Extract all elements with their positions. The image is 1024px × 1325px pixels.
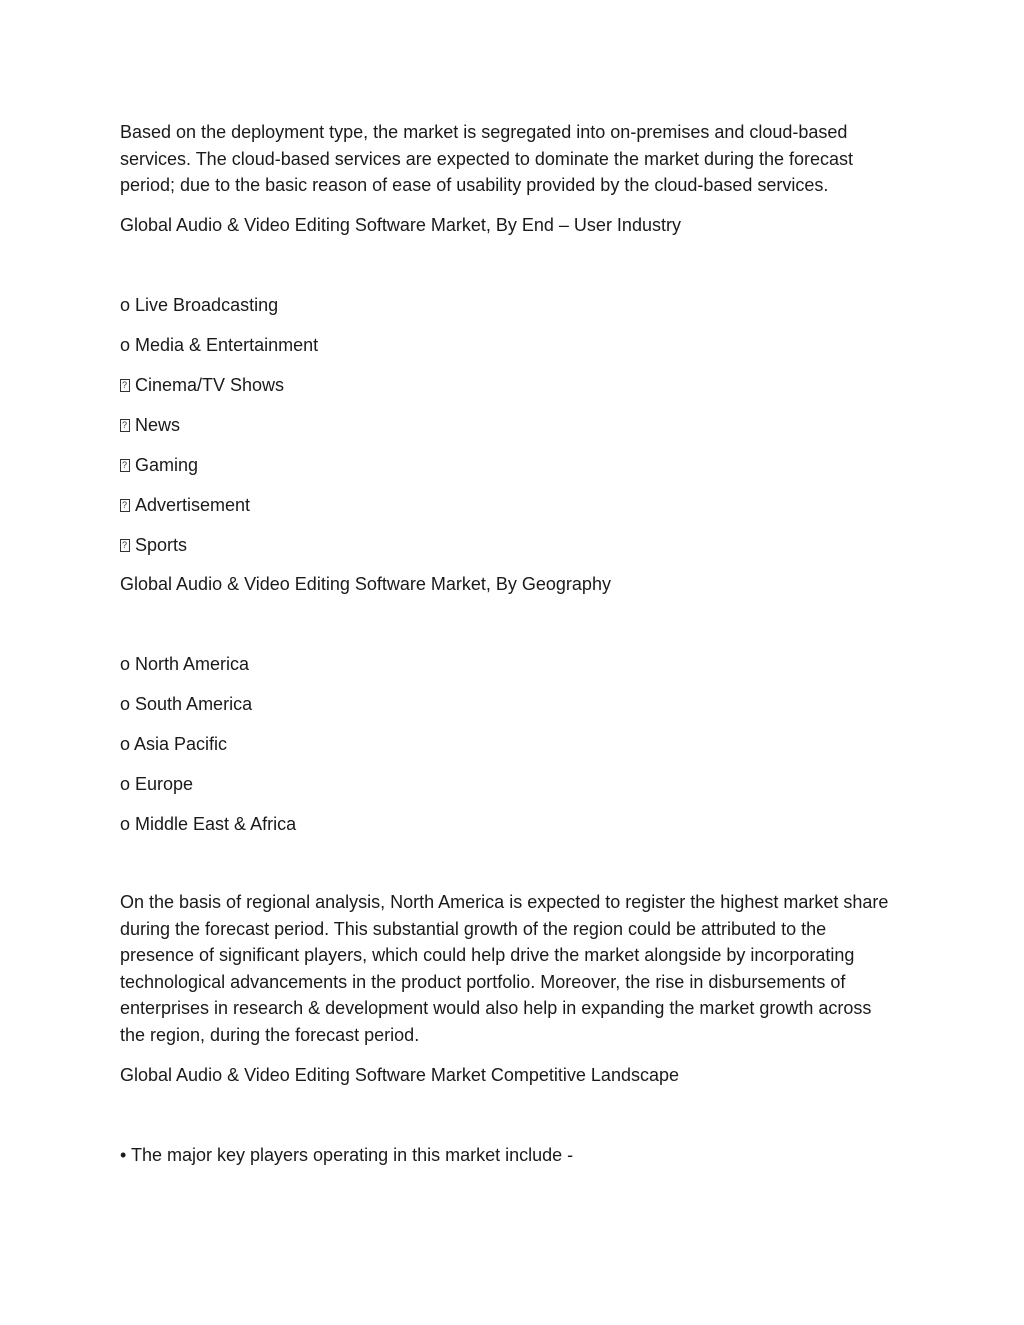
missing-glyph-icon [120,379,130,392]
list-item-south-america: o South America [120,694,253,714]
regional-paragraph: On the basis of regional analysis, North America is expected to register the highest market share during the forecast period. This substantial growth of the region could be attributed to the presence of significant players, which could help drive the market alongside by incorporating technological advancements in the product portfolio. Moreover, the rise in disbursements of enterprises in research & development would also help in expanding the market growth across the region, during the forecast period. [120,892,889,1045]
missing-glyph-icon [120,539,130,552]
sub-item-advertisement: ?Advertisement [120,493,250,517]
list-item-north-america: o North America [120,654,250,674]
sub-item-gaming: ?Gaming [120,453,198,477]
sub-item-news: ?News [120,413,180,437]
missing-glyph-icon [120,459,130,472]
list-item-live-broadcasting: o Live Broadcasting [120,295,279,315]
missing-glyph-icon [120,499,130,512]
deployment-paragraph: Based on the deployment type, the market is segregated into on-premises and cloud-based services. The cloud-based services are expected to dominate the market during the forecast period; due to the basic reason of ease of usability provided by the cloud-based services. [120,122,854,195]
competitive-heading: Global Audio & Video Editing Software Market Competitive Landscape [120,1065,679,1085]
players-intro-bullet: • The major key players operating in this market include - [120,1145,574,1165]
list-item-europe: o Europe [120,774,194,794]
end-user-heading: Global Audio & Video Editing Software Market, By End – User Industry [120,215,681,235]
sub-item-cinema-tv: ?Cinema/TV Shows [120,373,284,397]
geography-heading: Global Audio & Video Editing Software Market, By Geography [120,574,611,594]
list-item-middle-east-africa: o Middle East & Africa [120,814,297,834]
missing-glyph-icon [120,419,130,432]
list-item-media-entertainment: o Media & Entertainment [120,335,319,355]
list-item-asia-pacific: o Asia Pacific [120,734,228,754]
sub-item-sports: ?Sports [120,533,187,557]
